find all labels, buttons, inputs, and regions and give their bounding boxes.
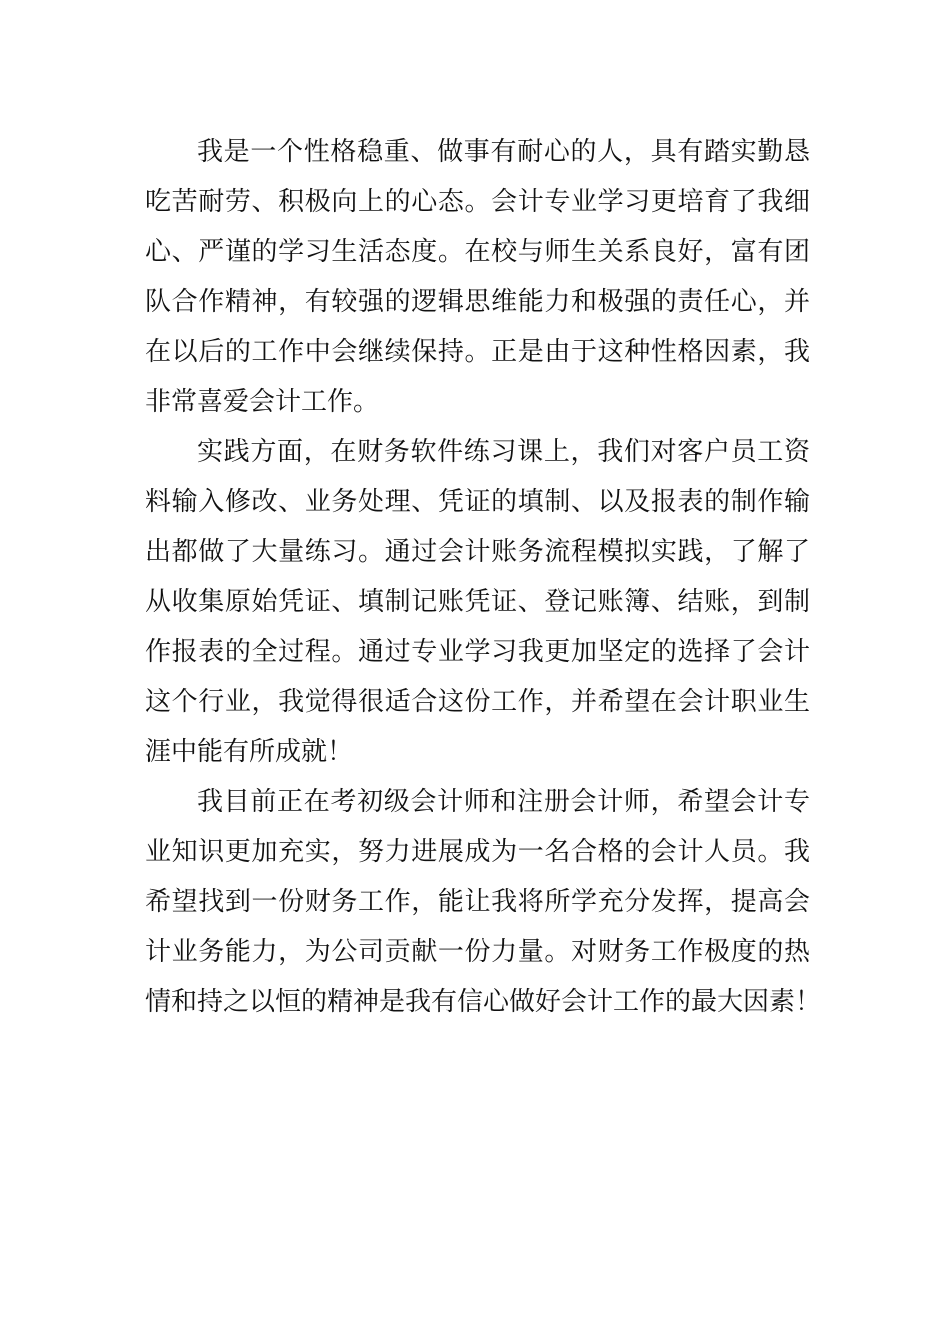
paragraph-personality [145, 127, 810, 427]
paragraph-line: 从收集原始凭证、填制记账凭证、登记账簿、结账，到制 [145, 587, 810, 617]
paragraph-line: 心、严谨的学习生活态度。在校与师生关系良好，富有团 [145, 237, 810, 267]
paragraph-line: 出都做了大量练习。通过会计账务流程模拟实践，了解了 [145, 537, 810, 567]
paragraph-line: 吃苦耐劳、积极向上的心态。会计专业学习更培育了我细 [145, 187, 810, 217]
paragraph-line: 我目前正在考初级会计师和注册会计师，希望会计专 [197, 787, 810, 817]
paragraph-line: 这个行业，我觉得很适合这份工作，并希望在会计职业生 [145, 687, 810, 717]
paragraph-line: 队合作精神，有较强的逻辑思维能力和极强的责任心，并 [145, 287, 810, 317]
paragraph-goals [145, 777, 822, 1027]
paragraph-line: 业知识更加充实，努力进展成为一名合格的会计人员。我 [145, 837, 810, 867]
paragraph-line: 我是一个性格稳重、做事有耐心的人，具有踏实勤恳 [197, 137, 810, 167]
paragraph-line: 希望找到一份财务工作，能让我将所学充分发挥，提高会 [145, 887, 810, 917]
paragraph-line: 料输入修改、业务处理、凭证的填制、以及报表的制作输 [145, 487, 810, 517]
paragraph-line: 非常喜爱会计工作。 [145, 387, 380, 417]
paragraph-line: 计业务能力，为公司贡献一份力量。对财务工作极度的热 [145, 937, 810, 967]
paragraph-line: 在以后的工作中会继续保持。正是由于这种性格因素，我 [145, 337, 810, 367]
paragraph-line: 实践方面，在财务软件练习课上，我们对客户员工资 [197, 437, 810, 467]
document-body [145, 127, 822, 1027]
paragraph-line: 情和持之以恒的精神是我有信心做好会计工作的最大因素！ [145, 987, 822, 1017]
paragraph-line: 涯中能有所成就！ [145, 737, 354, 767]
paragraph-practice [145, 427, 810, 777]
paragraph-line: 作报表的全过程。通过专业学习我更加坚定的选择了会计 [145, 637, 810, 667]
